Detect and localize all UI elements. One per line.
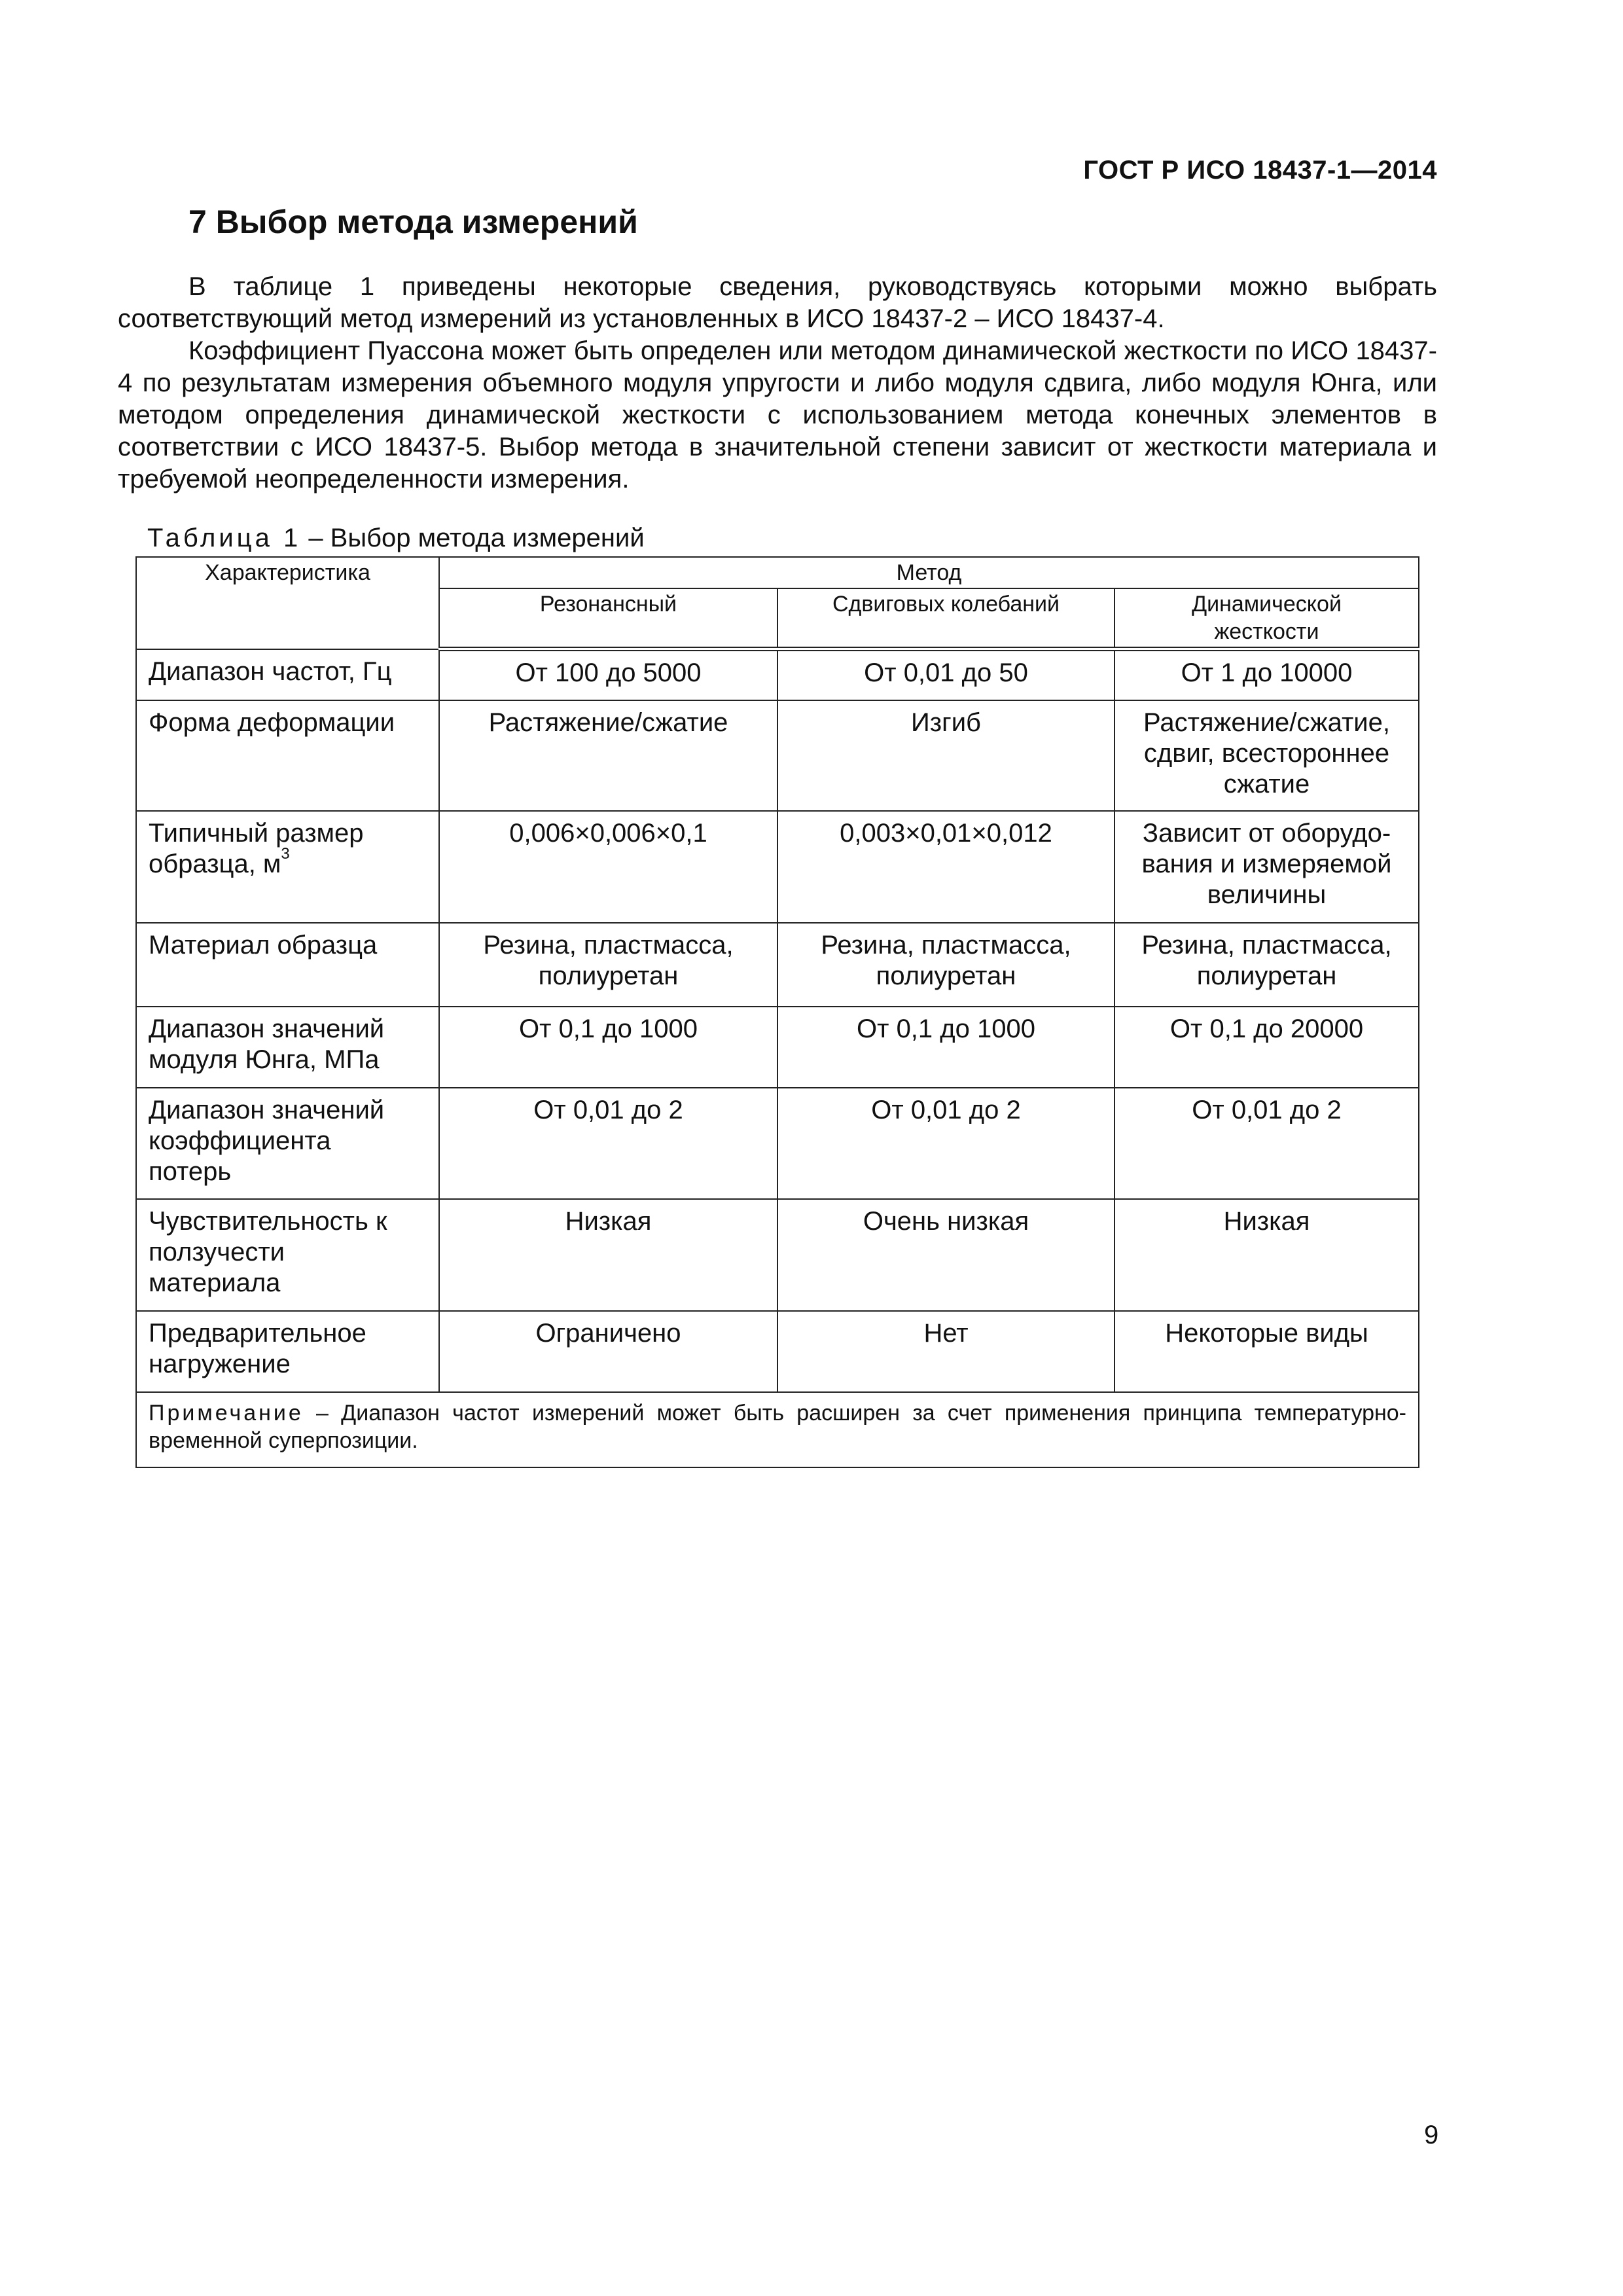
row-label: Предварительное нагружение <box>136 1311 439 1392</box>
cell-value: От 0,01 до 2 <box>1115 1088 1419 1199</box>
row-label: Диапазон значений модуля Юнга, МПа <box>136 1007 439 1088</box>
row-label: Материал образца <box>136 923 439 1007</box>
row-label <box>136 811 439 923</box>
cell-value: Зависит от оборудо- вания и измеряемой величины <box>1115 811 1419 923</box>
methods-table <box>135 556 1419 1468</box>
table-caption-label: Таблица 1 <box>147 524 302 552</box>
cell-value: Растяжение/сжатие <box>439 700 777 811</box>
table-note-text: – Диапазон частот измерений может быть расширен за счет применения принципа температурно-временной суперпозиции. <box>149 1400 1407 1453</box>
table-row <box>136 649 1419 700</box>
cell-value: От 1 до 10000 <box>1115 649 1419 700</box>
document-code: ГОСТ Р ИСО 18437-1—2014 <box>1083 156 1437 185</box>
table-caption <box>147 524 645 553</box>
table-row <box>136 700 1419 811</box>
header-method-dynamic-stiffness: Динамической жесткости <box>1115 588 1419 649</box>
cell-value: Изгиб <box>777 700 1115 811</box>
row-label: Форма деформации <box>136 700 439 811</box>
cell-value: От 100 до 5000 <box>439 649 777 700</box>
cell-value: Ограничено <box>439 1311 777 1392</box>
table-header-row <box>136 557 1419 588</box>
table-row <box>136 1088 1419 1199</box>
cell-value: Растяжение/сжатие, сдвиг, всестороннее сжатие <box>1115 700 1419 811</box>
cell-value: От 0,1 до 1000 <box>777 1007 1115 1088</box>
cell-value: Низкая <box>439 1199 777 1311</box>
table-note-label: Примечание <box>149 1400 304 1426</box>
table-row <box>136 811 1419 923</box>
cell-value: От 0,01 до 50 <box>777 649 1115 700</box>
row-label-text: Типичный размер образца, м <box>149 818 364 878</box>
paragraph-1: В таблице 1 приведены некоторые сведения, руководствуясь которыми можно выбрать соответствующий метод измерений из установленных в ИСО 18437-2 – ИСО 18437-4. <box>118 272 1437 333</box>
cell-value: Некоторые виды <box>1115 1311 1419 1392</box>
table-row <box>136 923 1419 1007</box>
cell-value: Резина, пластмасса, полиуретан <box>1115 923 1419 1007</box>
table-caption-text: – Выбор метода измерений <box>301 524 645 552</box>
row-label-superscript: 3 <box>281 845 290 863</box>
table-note-row <box>136 1392 1419 1467</box>
table-note <box>136 1392 1419 1467</box>
cell-value: Низкая <box>1115 1199 1419 1311</box>
section-heading: 7 Выбор метода измерений <box>188 204 638 240</box>
row-label: Чувствительность к ползучести материала <box>136 1199 439 1311</box>
header-method-shear: Сдвиговых колебаний <box>777 588 1115 649</box>
cell-value: Резина, пластмасса, полиуретан <box>777 923 1115 1007</box>
cell-value: Резина, пластмасса, полиуретан <box>439 923 777 1007</box>
row-label: Диапазон значений коэффициента потерь <box>136 1088 439 1199</box>
header-characteristic: Характеристика <box>136 557 439 649</box>
table-row <box>136 1007 1419 1088</box>
row-label: Диапазон частот, Гц <box>136 649 439 700</box>
page-number: 9 <box>1424 2121 1439 2149</box>
table-row <box>136 1311 1419 1392</box>
cell-value: От 0,1 до 20000 <box>1115 1007 1419 1088</box>
table-row <box>136 1199 1419 1311</box>
cell-value: Очень низкая <box>777 1199 1115 1311</box>
cell-value: От 0,01 до 2 <box>439 1088 777 1199</box>
paragraph-2: Коэффициент Пуассона может быть определен или методом динамической жесткости по ИСО 18437-4 по результатам измерения объемного модуля упругости и либо модуля сдвига, либо модуля Юнга, или методом определения динамической жесткости с использованием метода конечных элементов в соответствии с ИСО 18437-5. Выбор метода в значительной степени зависит от жесткости материала и требуемой неопределенности измерения. <box>118 336 1437 493</box>
header-method-resonance: Резонансный <box>439 588 777 649</box>
cell-value: От 0,1 до 1000 <box>439 1007 777 1088</box>
header-method: Метод <box>439 557 1419 588</box>
cell-value: 0,003×0,01×0,012 <box>777 811 1115 923</box>
cell-value: Нет <box>777 1311 1115 1392</box>
cell-value: От 0,01 до 2 <box>777 1088 1115 1199</box>
cell-value: 0,006×0,006×0,1 <box>439 811 777 923</box>
